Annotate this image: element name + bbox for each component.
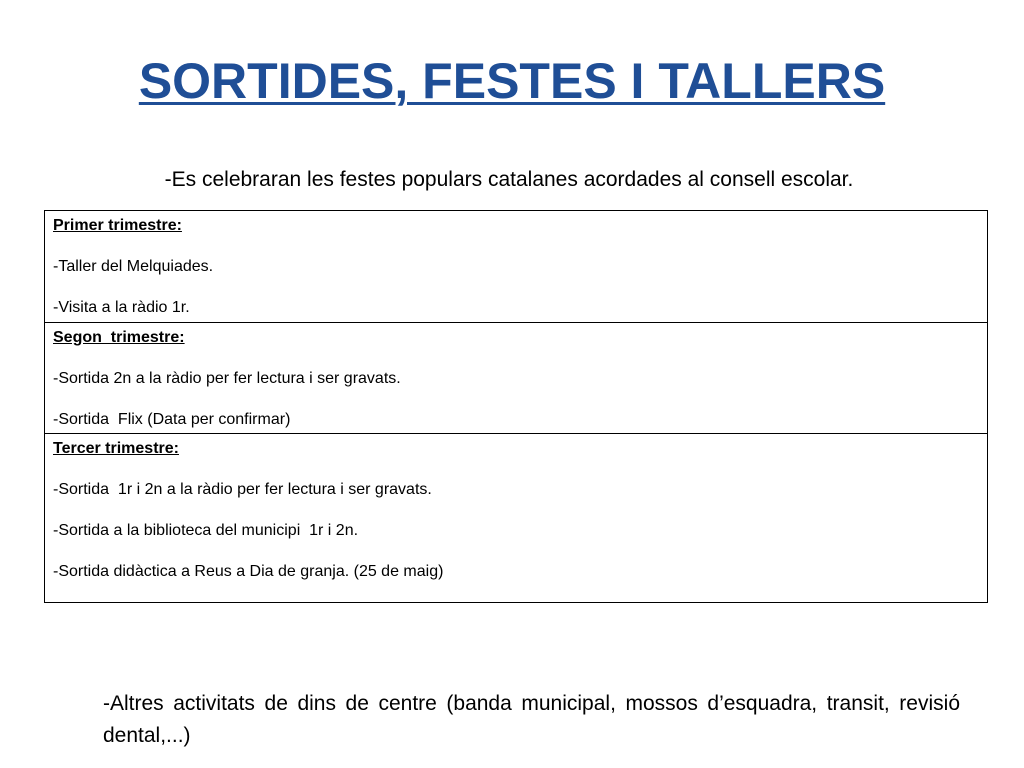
term-row-second — [45, 323, 988, 434]
term-heading: Primer trimestre: — [53, 217, 182, 234]
closing-text: -Altres activitats de dins de centre (banda municipal, mossos d’esquadra, transit, revisió dental,...) — [103, 692, 960, 747]
activity-item: -Taller del Melquiades. — [53, 258, 214, 275]
activity-item: -Sortida 2n a la ràdio per fer lectura i ser gravats. — [53, 370, 401, 387]
term-row-third — [45, 434, 988, 603]
term-cell-second — [45, 323, 988, 434]
term-cell-first — [45, 211, 988, 323]
activity-item: -Visita a la ràdio 1r. — [53, 299, 190, 316]
schedule-table — [44, 210, 988, 603]
intro-text: -Es celebraran les festes populars catalanes acordades al consell escolar. — [164, 168, 854, 191]
term-heading: Segon trimestre: — [53, 329, 185, 346]
activity-item: -Sortida Flix (Data per confirmar) — [53, 411, 291, 428]
term-row-first — [45, 211, 988, 323]
term-cell-third — [45, 434, 988, 603]
page-title: SORTIDES, FESTES I TALLERS — [138, 53, 886, 109]
activity-item: -Sortida didàctica a Reus a Dia de granja. (25 de maig) — [53, 563, 444, 580]
activity-item: -Sortida a la biblioteca del municipi 1r i 2n. — [53, 522, 359, 539]
activity-item: -Sortida 1r i 2n a la ràdio per fer lectura i ser gravats. — [53, 481, 432, 498]
term-heading: Tercer trimestre: — [53, 440, 179, 457]
